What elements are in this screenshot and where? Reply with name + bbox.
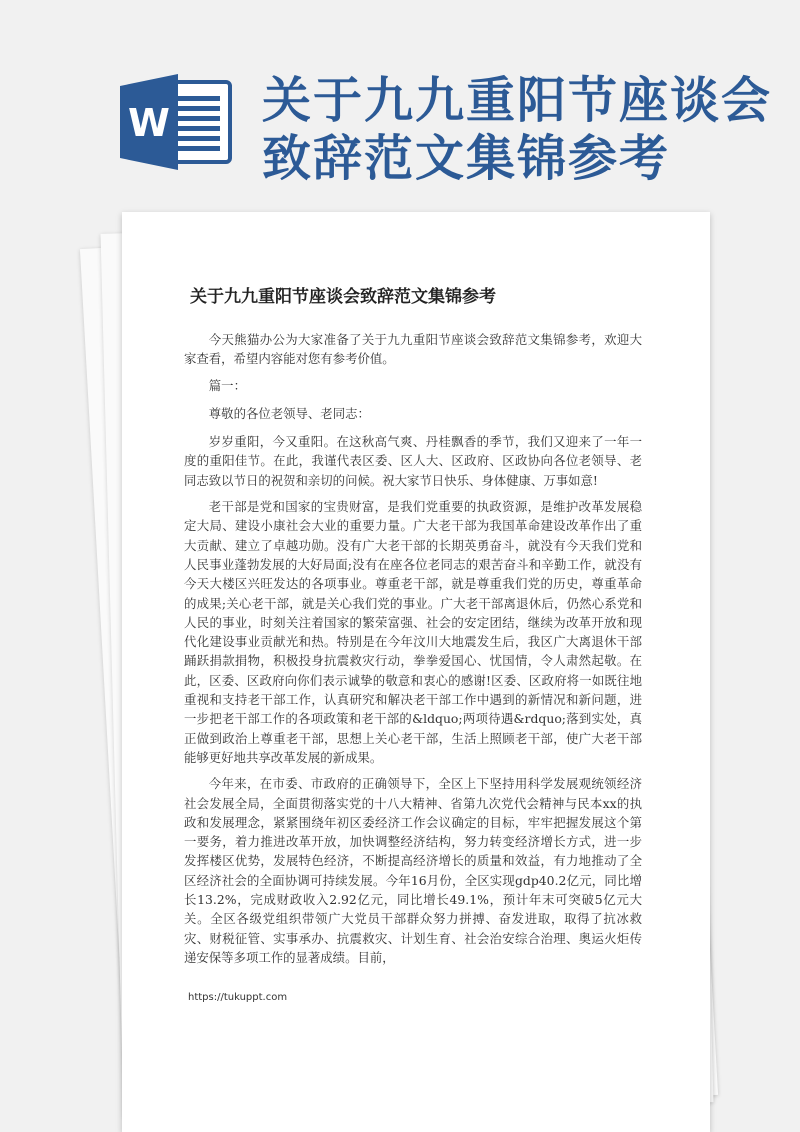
document-title: 关于九九重阳节座谈会致辞范文集锦参考 — [190, 287, 496, 307]
word-document-icon — [118, 72, 236, 172]
salutation: 尊敬的各位老领导、老同志： — [208, 405, 370, 421]
document-page — [122, 212, 710, 1132]
header — [0, 0, 800, 210]
document-body — [184, 330, 642, 974]
page-title-line-2: 致辞范文集锦参考 — [262, 130, 671, 187]
word-icon-letter: W — [128, 101, 170, 145]
body-paragraph: 今年来，在市委、市政府的正确领导下，全区上下坚持用科学发展观统领经济社会发展全局，全面贯彻落实党的十八大精神、省第九次党代会精神与民本xx的执政和发展理念，紧紧围绕年初区委经济工作会议确定的目标，牢牢把握发展这个第一要务，着力推进改革开放，加快调整经济结构，努力转变经济增长方式，进一步发挥楼区优势，发展特色经济，不断提高经济增长的质量和效益，有力地推动了全区经济社会的全面协调可持续发展。今年16月份，全区实现gdp40.2亿元，同比增长13.2%，完成财政收入2.92亿元，同比增长49.1%，预计年末可突破5亿元大关。全区各级党组织带领广大党员干部群众努力拼搏、奋发进取，取得了抗冰救灾、财税征管、实事承办、抗震救灾、计划生育、社会治安综合治理、奥运火炬传递安保等多项工作的显著成绩。目前， — [184, 776, 642, 965]
page-title-line-1: 关于九九重阳节座谈会 — [262, 72, 773, 129]
body-paragraph: 老干部是党和国家的宝贵财富，是我们党重要的执政资源，是维护改革发展稳定大局、建设小康社会大业的重要力量。广大老干部为我国革命建设改革作出了重大贡献、建立了卓越功勋。没有广大老干部的长期英勇奋斗，就没有今天我们党和人民事业蓬勃发展的大好局面;没有在座各位老同志的艰苦奋斗和辛勤工作，就没有今天大楼区兴旺发达的各项事业。尊重老干部，就是尊重我们党的历史，尊重革命的成果;关心老干部，就是关心我们党的事业。广大老干部离退休后，仍然心系党和人民的事业，时刻关注着国家的繁荣富强、社会的安定团结，继续为改革开放和现代化建设事业贡献光和热。特别是在今年汶川大地震发生后，我区广大离退休干部踊跃捐款捐物，积极投身抗震救灾行动，拳拳爱国心、忧国情，令人肃然起敬。在此，区委、区政府向你们表示诚挚的敬意和衷心的感谢!区委、区政府将一如既往地重视和支持老干部工作，认真研究和解决老干部工作中遇到的新情况和新问题，进一步把老干部工作的各项政策和老干部的&ldquo;两项待遇&rdquo;落到实处，真正做到政治上尊重老干部，思想上关心老干部，生活上照顾老干部，使广大老干部能够更好地共享改革发展的新成果。 — [184, 499, 642, 765]
body-paragraph: 岁岁重阳，今又重阳。在这秋高气爽、丹桂飘香的季节，我们又迎来了一年一度的重阳佳节。在此，我谨代表区委、区人大、区政府、区政协向各位老领导、老同志致以节日的祝贺和亲切的问候。祝大家节日快乐、身体健康、万事如意! — [184, 434, 642, 488]
intro-paragraph: 今天熊猫办公为大家准备了关于九九重阳节座谈会致辞范文集锦参考，欢迎大家查看，希望内容能对您有参考价值。 — [184, 332, 642, 367]
footer-url: https://tukuppt.com — [188, 992, 288, 1003]
section-heading: 篇一： — [208, 377, 246, 393]
